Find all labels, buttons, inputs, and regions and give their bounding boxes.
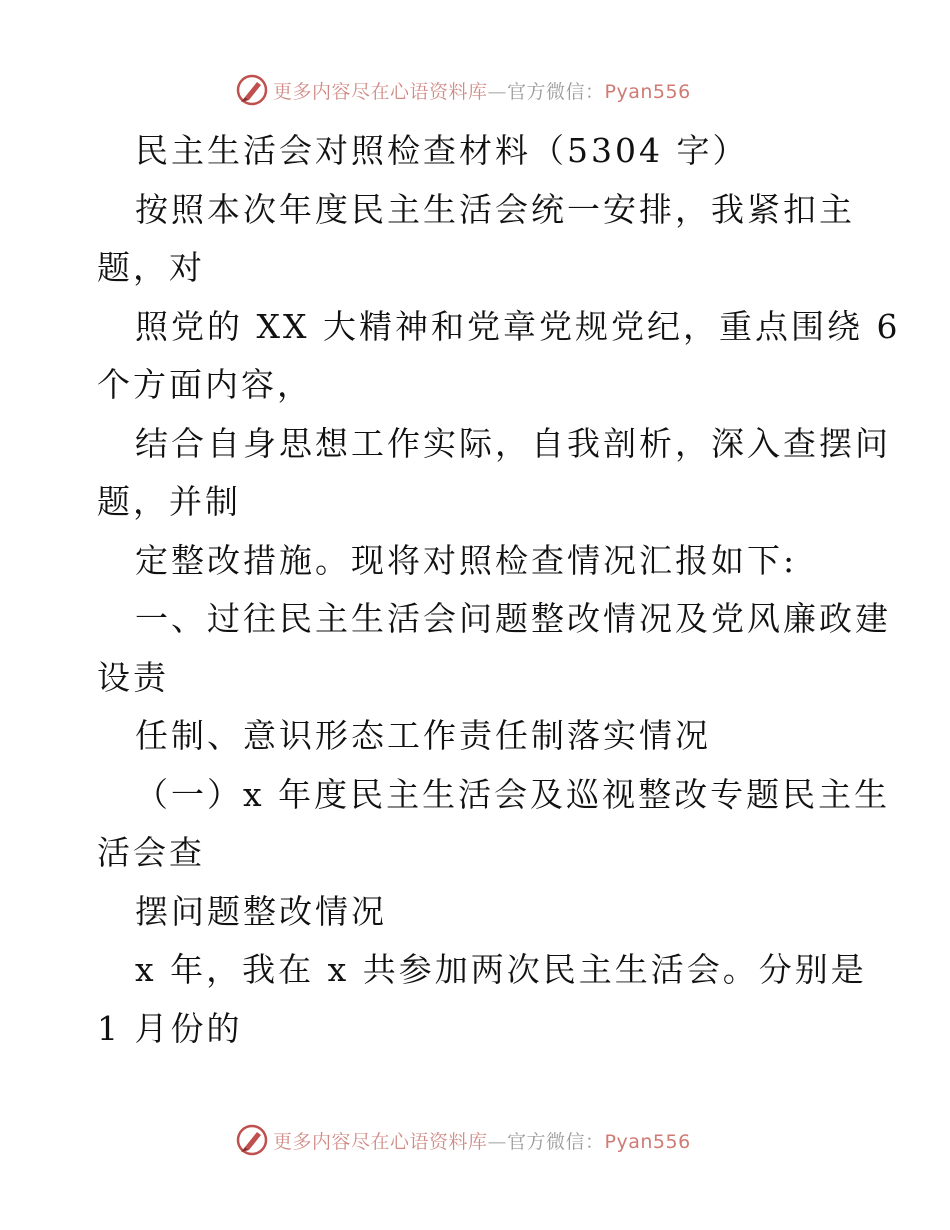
watermark-label: 官方微信： [507,80,605,103]
paragraph-line: 1 月份的 [97,1008,243,1048]
section-heading-line: 任制、意识形态工作责任制落实情况 [135,716,711,755]
section-heading-line: 设责 [97,657,169,697]
watermark-id: Pyan556 [604,80,691,103]
paragraph-line: 按照本次年度民主生活会统一安排，我紧扣主 [135,189,855,229]
paragraph-line: 结合自身思想工作实际，自我剖析，深入查摆问 [135,423,891,463]
watermark-id: Pyan556 [604,1130,691,1153]
paragraph-line: x 年，我在 x 共参加两次民主生活会。分别是 [135,950,867,989]
subsection-heading-line: 摆问题整改情况 [135,891,387,931]
watermark-separator: — [487,80,508,103]
watermark-separator: — [487,1130,508,1153]
subsection-heading-line: 活会查 [97,833,205,872]
paragraph-line: 定整改措施。现将对照检查情况汇报如下: [135,540,798,580]
paragraph-line: 题，对 [97,248,205,287]
watermark-main: 更多内容尽在心语资料库 [273,80,488,103]
subsection-heading-line: （一）x 年度民主生活会及巡视整改专题民主生 [135,774,891,814]
watermark-text [273,77,691,104]
paragraph-line: 照党的 XX 大精神和党章党规党纪，重点围绕 6 [135,306,901,346]
watermark-label: 官方微信： [507,1130,605,1153]
header-watermark [235,72,691,108]
watermark-text [273,1127,691,1154]
pen-logo-icon [235,1123,269,1157]
document-title: 民主生活会对照检查材料（5304 字） [135,131,749,170]
watermark-main: 更多内容尽在心语资料库 [273,1130,488,1153]
pen-logo-icon [235,73,269,107]
paragraph-line: 个方面内容， [97,365,313,404]
section-heading-line: 一、过往民主生活会问题整改情况及党风廉政建 [135,599,891,638]
footer-watermark [235,1122,691,1158]
document-body [97,122,901,1058]
paragraph-line: 题，并制 [97,482,241,521]
